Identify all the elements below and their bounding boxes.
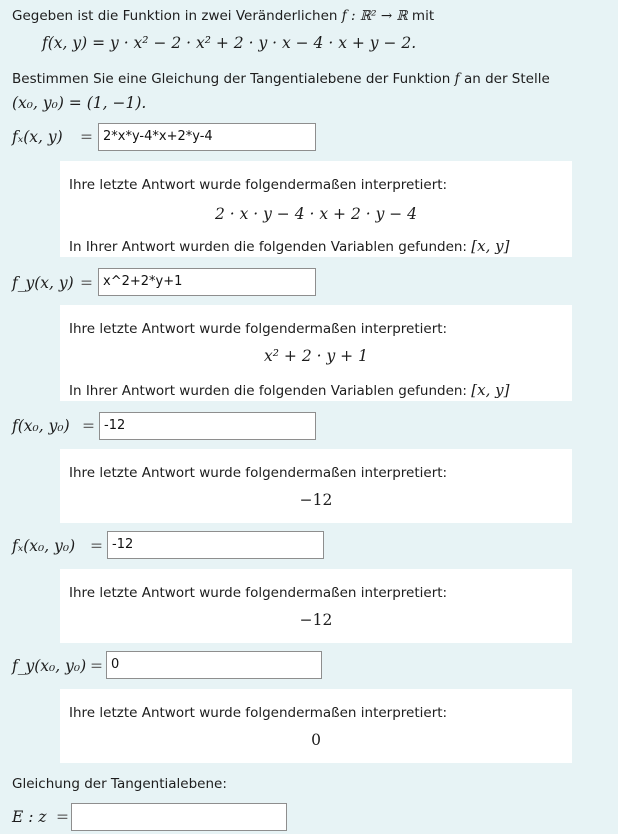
feedback-box-fy-point bbox=[60, 689, 572, 763]
answer-label-fy: f_y(x, y) bbox=[12, 274, 74, 292]
tangent-plane-label: E : z bbox=[12, 808, 47, 826]
feedback-box-fx-point bbox=[60, 569, 572, 643]
equals-sign: = bbox=[90, 537, 103, 555]
answer-label-f-point: f(x₀, y₀) bbox=[12, 417, 70, 435]
feedback-box-fx bbox=[60, 161, 572, 257]
tangent-plane-input[interactable] bbox=[71, 803, 287, 831]
task-text-suffix: an der Stelle bbox=[459, 71, 550, 87]
interpreted-expression: −12 bbox=[299, 491, 333, 509]
task-line bbox=[12, 71, 550, 87]
f-point-input[interactable]: -12 bbox=[99, 412, 316, 440]
variables-text: In Ihrer Antwort wurden die folgenden Variablen gefunden: bbox=[69, 239, 472, 255]
feedback-text: Ihre letzte Antwort wurde folgendermaßen interpretiert: bbox=[69, 585, 448, 601]
variables-found bbox=[69, 381, 509, 399]
feedback-text: Ihre letzte Antwort wurde folgendermaßen interpretiert: bbox=[69, 705, 448, 721]
variables-found bbox=[69, 237, 509, 255]
question-line-1 bbox=[12, 8, 434, 24]
tangent-plane-heading: Gleichung der Tangentialebene: bbox=[12, 776, 227, 792]
interpreted-expression: x² + 2 · y + 1 bbox=[264, 347, 368, 365]
feedback-box-fy bbox=[60, 305, 572, 401]
fy-point-input[interactable]: 0 bbox=[106, 651, 322, 679]
interpreted-expression: 0 bbox=[311, 731, 321, 749]
function-signature: f : ℝ² → ℝ bbox=[341, 8, 408, 24]
answer-label-fx: fₓ(x, y) bbox=[12, 128, 63, 146]
question-text-suffix: mit bbox=[407, 8, 435, 24]
evaluation-point: (x₀, y₀) = (1, −1). bbox=[12, 94, 147, 112]
function-symbol: f bbox=[454, 71, 460, 87]
feedback-text: Ihre letzte Antwort wurde folgendermaßen interpretiert: bbox=[69, 465, 448, 481]
feedback-text: Ihre letzte Antwort wurde folgendermaßen interpretiert: bbox=[69, 177, 448, 193]
interpreted-expression: 2 · x · y − 4 · x + 2 · y − 4 bbox=[214, 205, 418, 223]
variables-list: [x, y] bbox=[471, 381, 510, 399]
answer-label-fx-point: fₓ(x₀, y₀) bbox=[12, 537, 76, 555]
interpreted-expression: −12 bbox=[299, 611, 333, 629]
variables-list: [x, y] bbox=[471, 237, 510, 255]
equals-sign: = bbox=[80, 128, 93, 146]
feedback-box-f-point bbox=[60, 449, 572, 523]
equals-sign: = bbox=[80, 274, 93, 292]
fx-point-input[interactable]: -12 bbox=[107, 531, 324, 559]
variables-text: In Ihrer Antwort wurden die folgenden Variablen gefunden: bbox=[69, 383, 472, 399]
equals-sign: = bbox=[82, 417, 95, 435]
question-text: Gegeben ist die Funktion in zwei Veränderlichen bbox=[12, 8, 342, 24]
function-definition: f(x, y) = y · x² − 2 · x² + 2 · y · x − 4 · x + y − 2. bbox=[42, 34, 417, 52]
answer-label-fy-point: f_y(x₀, y₀) bbox=[12, 657, 87, 675]
equals-sign: = bbox=[56, 808, 69, 826]
fx-input[interactable]: 2*x*y-4*x+2*y-4 bbox=[98, 123, 316, 151]
task-text: Bestimmen Sie eine Gleichung der Tangentialebene der Funktion bbox=[12, 71, 455, 87]
feedback-text: Ihre letzte Antwort wurde folgendermaßen interpretiert: bbox=[69, 321, 448, 337]
equals-sign: = bbox=[90, 657, 103, 675]
fy-input[interactable]: x^2+2*y+1 bbox=[98, 268, 316, 296]
